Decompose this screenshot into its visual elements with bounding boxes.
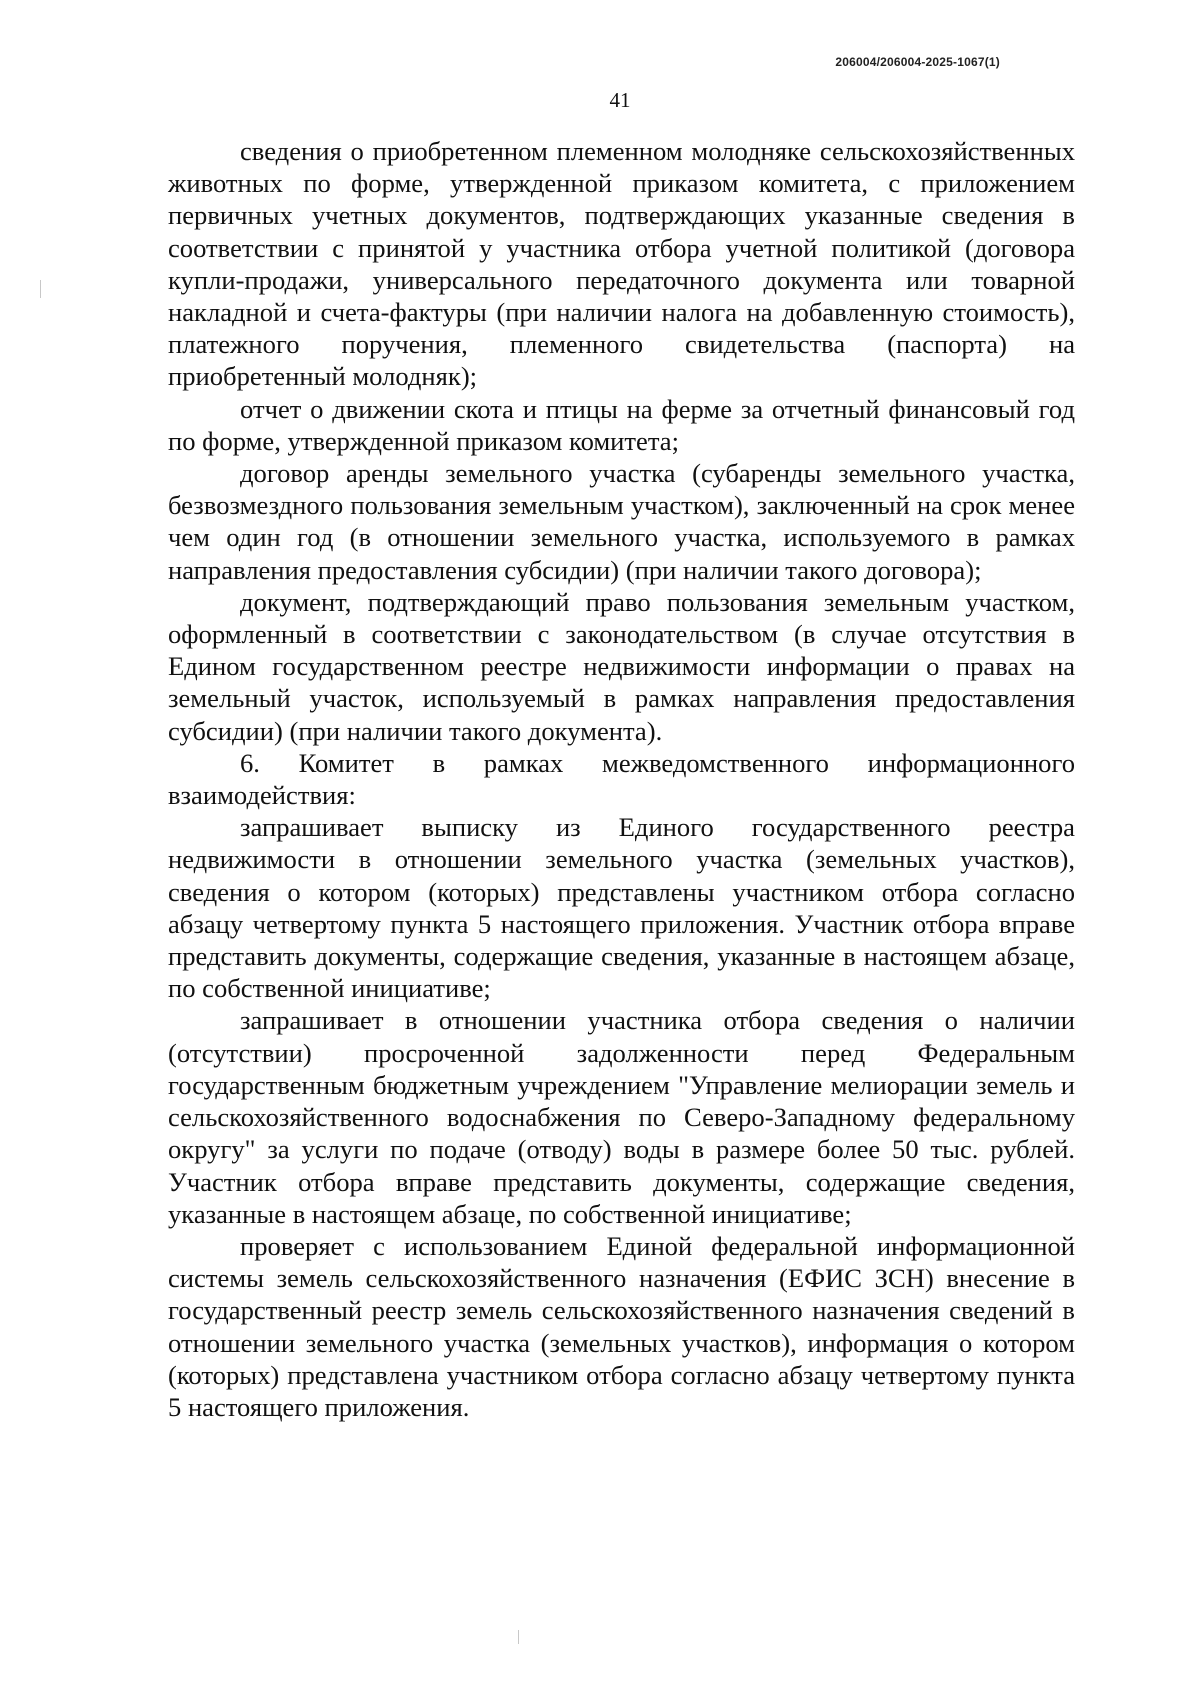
paragraph-land-lease-agreement: договор аренды земельного участка (субаренды земельного участка, безвозмездного пользования земельным участком), заключенный на срок менее чем один год (в отношении земельного участка, используемого в рамках направления предоставления субсидии) (при наличии такого договора); [168, 458, 1075, 585]
paragraph-item-6-heading: 6. Комитет в рамках межведомственного информационного взаимодействия: [168, 747, 1075, 811]
page-number: 41 [609, 88, 631, 112]
paragraph-breeding-stock-info: сведения о приобретенном племенном молодняке сельскохозяйственных животных по форме, утвержденной приказом комитета, с приложением первичных учетных документов, подтверждающих указанные сведения в соответствии с принятой у участника отбора учетной политикой (договора купли-продажи, универсального передаточного документа или товарной накладной и счета-фактуры (при наличии налога на добавленную стоимость), платежного поручения, племенного свидетельства (паспорта) на приобретенный молодняк); [168, 136, 1075, 392]
paragraph-efis-zsn-check: проверяет с использованием Единой федеральной информационной системы земель сельскохозяйственного назначения (ЕФИС ЗСН) внесение в государственный реестр земель сельскохозяйственного назначения сведений в отношении земельного участка (земельных участков), информация о котором (которых) представлена участником отбора согласно абзацу четвертому пункта 5 настоящего приложения. [168, 1230, 1075, 1422]
scan-artifact-mark [518, 1630, 519, 1644]
paragraph-registry-extract-request: запрашивает выписку из Единого государственного реестра недвижимости в отношении земельного участка (земельных участков), сведения о котором (которых) представлены участником отбора согласно абзацу четвертому пункта 5 настоящего приложения. Участник отбора вправе представить документы, содержащие сведения, указанные в настоящем абзаце, по собственной инициативе; [168, 812, 1075, 1004]
paragraph-land-use-document: документ, подтверждающий право пользования земельным участком, оформленный в соответствии с законодательством (в случае отсутствия в Едином государственном реестре недвижимости информации о правах на земельный участок, используемый в рамках направления предоставления субсидии) (при наличии такого документа). [168, 586, 1075, 746]
scan-artifact-mark [40, 280, 41, 298]
paragraph-livestock-report: отчет о движении скота и птицы на ферме за отчетный финансовый год по форме, утвержденной приказом комитета; [168, 393, 1075, 456]
paragraph-debt-info-request: запрашивает в отношении участника отбора сведения о наличии (отсутствии) просроченной задолженности перед Федеральным государственным бюджетным учреждением "Управление мелиорации земель и сельскохозяйственного водоснабжения по Северо-Западному федеральному округу" за услуги по подаче (отводу) воды в размере более 50 тыс. рублей. Участник отбора вправе представить документы, содержащие сведения, указанные в настоящем абзаце, по собственной инициативе; [168, 1005, 1075, 1229]
document-body [168, 135, 1075, 1423]
document-registration-number: 206004/206004-2025-1067(1) [835, 55, 1000, 69]
